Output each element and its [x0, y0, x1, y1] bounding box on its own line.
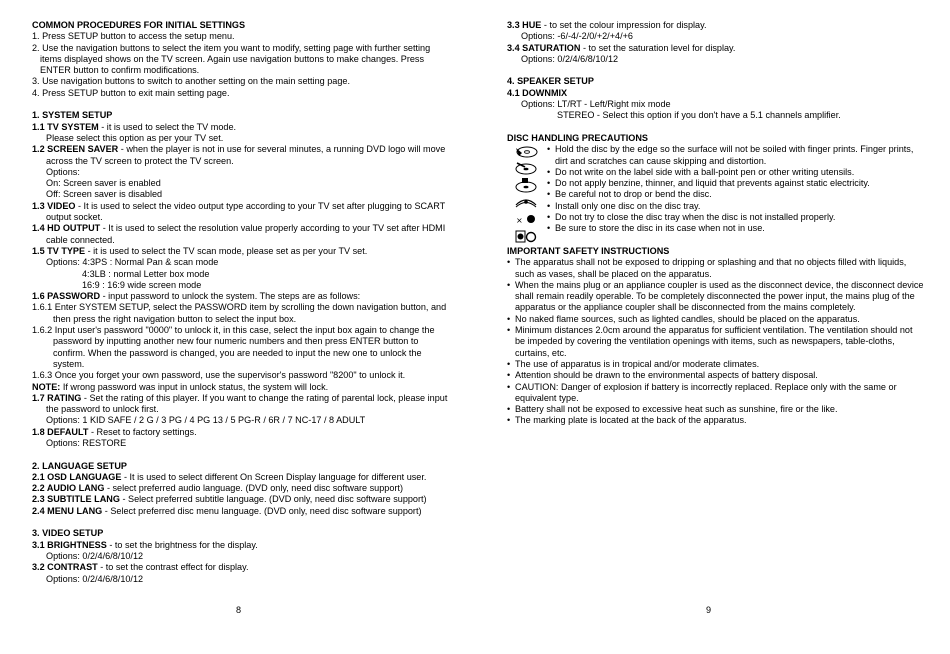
screen-saver-on: On: Screen saver is enabled	[46, 178, 161, 189]
safety-item-6: • Attention should be drawn to the environmental aspects of battery disposal.	[507, 370, 925, 381]
hue-options: Options: -6/-4/-2/0/+2/+4/+6	[521, 31, 633, 42]
page-number-left: 8	[236, 605, 242, 615]
hand-holding-disc-icon	[507, 144, 545, 158]
safety-item-9: • The marking plate is located at the back of the apparatus.	[507, 415, 925, 426]
safety-item-2: • When the mains plug or an appliance coupler is used as the disconnect device, the disconnect device	[507, 280, 925, 291]
disc-tip-tray: • Do not try to close the disc tray when the disc is not installed properly.	[547, 212, 925, 223]
disc-handling-list	[547, 144, 925, 234]
system-setup-title: 1. SYSTEM SETUP	[32, 110, 113, 121]
tv-system-item: 1.1 TV SYSTEM - it is used to select the TV mode.	[32, 121, 237, 132]
common-step-3: 3. Use navigation buttons to switch to another setting on the main setting page.	[32, 76, 350, 87]
one-disc-tray-icon	[507, 212, 545, 226]
screen-saver-item: 1.2 SCREEN SAVER - when the player is not in use for several minutes, a running DVD logo will move	[32, 144, 446, 155]
language-setup-title: 2. LANGUAGE SETUP	[32, 460, 127, 471]
password-step-2-cont3: system.	[53, 358, 85, 369]
password-item: 1.6 PASSWORD - input password to unlock the system. The steps are as follows:	[32, 291, 361, 302]
brightness-options: Options: 0/2/4/6/8/10/12	[46, 550, 144, 561]
password-step-2-cont2: confirm. When the password is changed, you are needed to input the new one to unlock the	[53, 347, 422, 358]
disc-tip-fingerprints: • Hold the disc by the edge so the surface will not be soiled with finger prints. Finger prints,	[547, 144, 925, 155]
rating-options: Options: 1 KID SAFE / 2 G / 3 PG / 4 PG 13 / 5 PG-R / 6R / 7 NC-17 / 8 ADULT	[46, 415, 366, 426]
disc-handling-section	[507, 144, 925, 234]
common-step-2-cont2: ENTER button to confirm modifications.	[40, 65, 200, 76]
tv-type-option-3: 16:9 : 16:9 wide screen mode	[82, 279, 202, 290]
common-step-1: 1. Press SETUP button to access the setup menu.	[32, 31, 235, 42]
contrast-item: 3.2 CONTRAST - to set the contrast effect for display.	[32, 562, 249, 573]
svg-text:×: ×	[516, 216, 523, 226]
osd-language-item: 2.1 OSD LANGUAGE - It is used to select different On Screen Display language for different user.	[32, 471, 427, 482]
tv-type-item: 1.5 TV TYPE - it is used to select the TV scan mode, please set as per your TV set.	[32, 245, 368, 256]
safety-item-1: • The apparatus shall not be exposed to dripping or splashing and that no objects filled with liquids,	[507, 257, 925, 268]
saturation-item: 3.4 SATURATION - to set the saturation level for display.	[507, 42, 736, 53]
screen-saver-cont: across the TV screen to protect the TV screen.	[46, 155, 234, 166]
disc-tip-no-benzine: • Do not apply benzine, thinner, and liquid that prevents against static electricity.	[547, 178, 925, 189]
default-options: Options: RESTORE	[46, 437, 127, 448]
pen-on-disc-icon	[507, 161, 545, 175]
safety-item-2-cont2: apparatus or the appliance coupler shall be disconnected from the mains completely.	[515, 302, 856, 313]
disc-tip-fingerprints-cont: dirt and scratches can cause skipping and distortion.	[555, 155, 767, 166]
default-item: 1.8 DEFAULT - Reset to factory settings.	[32, 426, 197, 437]
bent-disc-icon	[507, 195, 545, 209]
left-page	[32, 20, 448, 585]
common-step-4: 4. Press SETUP button to exit main setting page.	[32, 87, 230, 98]
safety-item-3: • No naked flame sources, such as lighted candles, should be placed on the apparatus.	[507, 314, 925, 325]
safety-item-4-cont: be impeded by covering the ventilation openings with items, such as newspapers, table-cloths,	[515, 336, 895, 347]
password-step-3: 1.6.3 Once you forget your own password, use the supervisor's password "8200" to unlock it.	[32, 370, 406, 381]
audio-lang-item: 2.2 AUDIO LANG - select preferred audio language. (DVD only, need disc software support)	[32, 483, 403, 494]
rating-item: 1.7 RATING - Set the rating of this player. If you want to change the rating of parental lock, please input	[32, 392, 448, 403]
video-item: 1.3 VIDEO - It is used to select the video output type according to your TV set after plugging to SCART	[32, 200, 446, 211]
safety-item-7: • CAUTION: Danger of explosion if battery is incorrectly replaced. Replace only with the same or	[507, 382, 925, 393]
tv-type-option-1: Options: 4:3PS : Normal Pan & scan mode	[46, 257, 219, 268]
common-procedures-title: COMMON PROCEDURES FOR INITIAL SETTINGS	[32, 20, 246, 30]
disc-icons-column	[507, 144, 545, 246]
password-step-2: 1.6.2 Input user's password "0000" to unlock it, in this case, select the input box again to change the	[32, 325, 435, 336]
menu-lang-item: 2.4 MENU LANG - Select preferred disc menu language. (DVD only, need disc software support)	[32, 505, 422, 516]
page-number-right: 9	[706, 605, 712, 615]
video-setup-title: 3. VIDEO SETUP	[32, 528, 104, 539]
disc-handling-title: DISC HANDLING PRECAUTIONS	[507, 132, 648, 143]
brightness-item: 3.1 BRIGHTNESS - to set the brightness for the display.	[32, 539, 258, 550]
tv-type-option-2: 4:3LB : normal Letter box mode	[82, 268, 210, 279]
contrast-options: Options: 0/2/4/6/8/10/12	[46, 573, 144, 584]
saturation-options: Options: 0/2/4/6/8/10/12	[521, 53, 619, 64]
password-step-2-cont: password by inputting another new four numeric numbers and then press ENTER button to	[53, 336, 419, 347]
safety-item-2-cont: shall remain readily operable. To be completely disconnected the power input, the mains plug of the	[515, 291, 915, 302]
password-step-1: 1.6.1 Enter SYSTEM SETUP, select the PASSWORD item by scrolling the down navigation button, and	[32, 302, 447, 313]
disc-tip-no-drop: • Be careful not to drop or bend the disc.	[547, 189, 925, 200]
note-line: NOTE: If wrong password was input in unlock status, the system will lock.	[32, 381, 329, 392]
right-page	[507, 20, 925, 427]
safety-title: IMPORTANT SAFETY INSTRUCTIONS	[507, 245, 670, 256]
video-item-cont: output socket.	[46, 212, 103, 223]
speaker-setup-title: 4. SPEAKER SETUP	[507, 76, 594, 87]
common-step-2-cont: items displayed shows on the TV screen. Again use navigation buttons to make changes. Press	[40, 53, 425, 64]
safety-item-8: • Battery shall not be exposed to excessive heat such as sunshine, fire or the like.	[507, 404, 925, 415]
downmix-option-2: STEREO - Select this option if you don't have a 5.1 channels amplifier.	[557, 110, 841, 121]
password-step-1-cont: then press the right navigation button to select the input box.	[53, 313, 297, 324]
safety-item-4: • Minimum distances 2.0cm around the apparatus for sufficient ventilation. The ventilation should not	[507, 325, 925, 336]
tv-system-note: Please select this option as per your TV set.	[46, 132, 224, 143]
screen-saver-options: Options:	[46, 166, 80, 177]
disc-tip-store: • Be sure to store the disc in its case when not in use.	[547, 223, 925, 234]
safety-item-4-cont2: curtains, etc.	[515, 347, 567, 358]
disc-tip-one-disc: • Install only one disc on the disc tray.	[547, 201, 925, 212]
rating-cont: the password to unlock first.	[46, 404, 159, 415]
liquid-on-disc-icon	[507, 178, 545, 192]
hue-item: 3.3 HUE - to set the colour impression for display.	[507, 20, 707, 30]
downmix-item: 4.1 DOWNMIX	[507, 87, 568, 98]
hd-output-item: 1.4 HD OUTPUT - It is used to select the resolution value properly according to your TV set after HDMI	[32, 223, 446, 234]
screen-saver-off: Off: Screen saver is disabled	[46, 189, 163, 200]
common-step-2: 2. Use the navigation buttons to select the item you want to modify, setting page with further setting	[32, 42, 431, 53]
safety-item-1-cont: such as vases, shall be placed on the apparatus.	[515, 268, 712, 279]
safety-item-7-cont: equivalent type.	[515, 392, 579, 403]
downmix-option-1: Options: LT/RT - Left/Right mix mode	[521, 99, 671, 110]
hd-output-cont: cable connected.	[46, 234, 115, 245]
safety-item-5: • The use of apparatus is in tropical and/or moderate climates.	[507, 359, 925, 370]
disc-case-icon	[507, 229, 545, 243]
disc-tip-no-writing: • Do not write on the label side with a ball-point pen or other writing utensils.	[547, 167, 925, 178]
subtitle-lang-item: 2.3 SUBTITLE LANG - Select preferred subtitle language. (DVD only, need disc software support)	[32, 494, 427, 505]
